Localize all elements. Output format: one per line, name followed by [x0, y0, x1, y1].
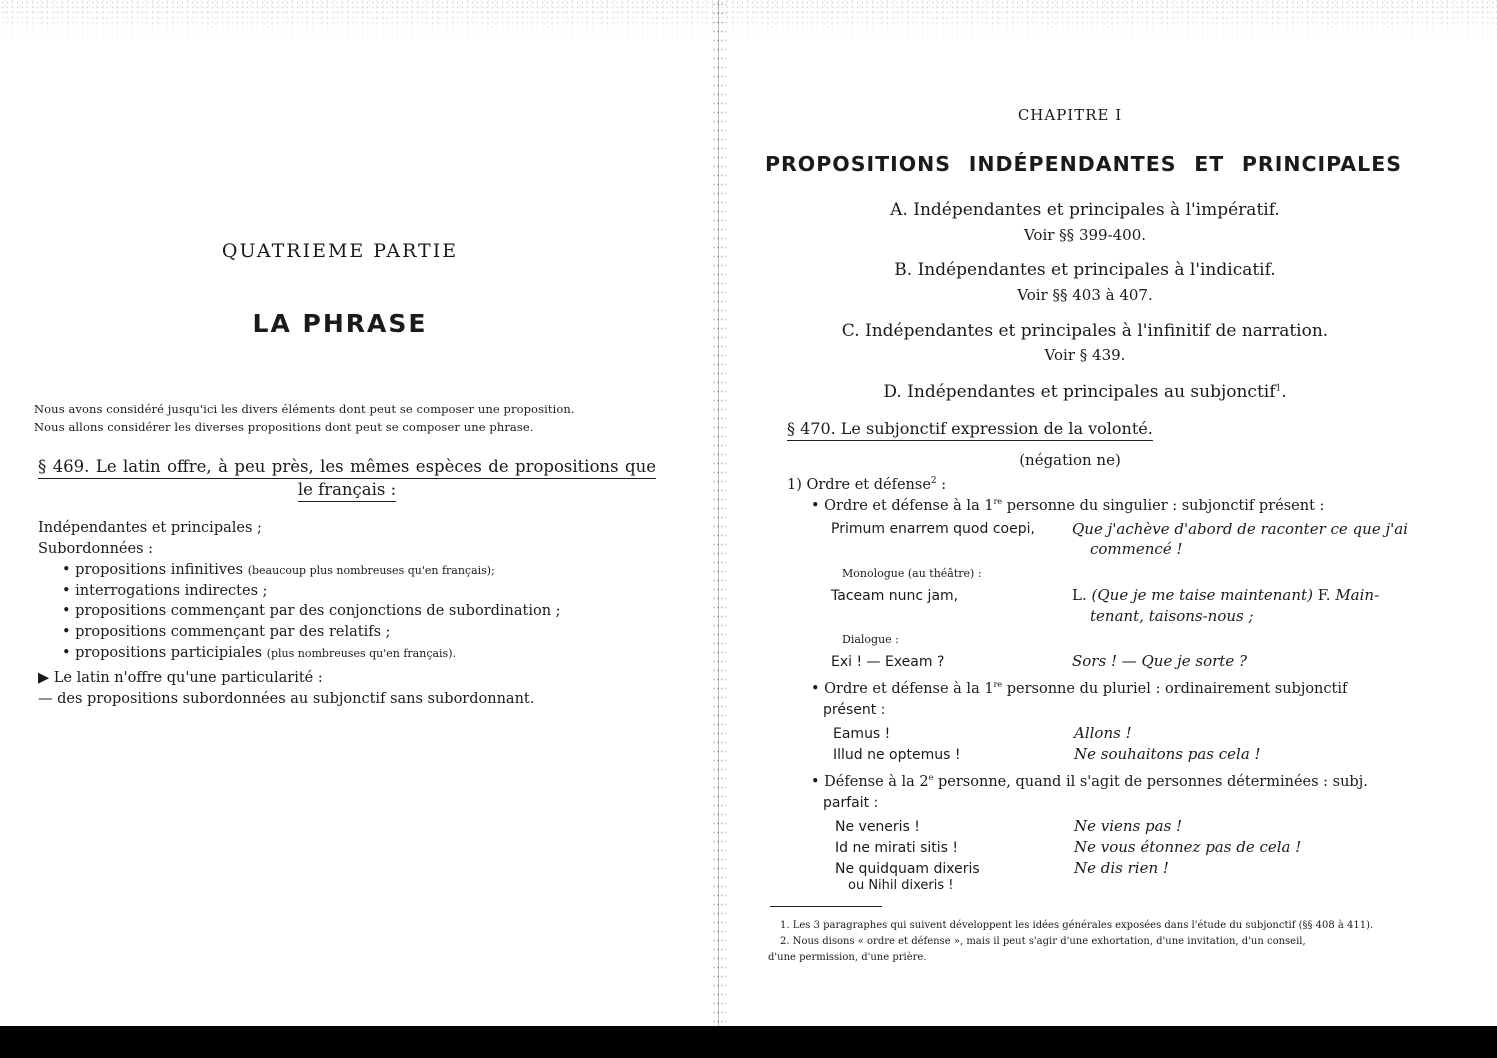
section-d-text: D. Indépendantes et principales au subjonctif [883, 382, 1276, 402]
bullet-item [62, 645, 456, 661]
type-subordonnees: Subordonnées : [38, 541, 154, 557]
bullet-pluriel-rest: personne du pluriel : ordinairement subjonctif [1002, 680, 1348, 697]
latin-example: Id ne mirati sitis ! [835, 840, 959, 856]
latin-example: Eamus ! [833, 726, 891, 742]
ordre-heading [787, 476, 946, 493]
section-b-ref: Voir §§ 403 à 407. [1017, 286, 1153, 304]
latin-example: Ne quidquam dixeris [835, 861, 980, 877]
ordre-suffix: : [936, 476, 947, 493]
literal-translation: (Que je me taise maintenant) [1091, 586, 1313, 604]
bullet-note: (plus nombreuses qu'en français). [266, 647, 456, 660]
french-translation: Ne vous étonnez pas de cela ! [1074, 838, 1302, 856]
monologue-label: Monologue (au théâtre) : [842, 567, 982, 580]
scan-bottom-edge [0, 1026, 1497, 1058]
paragraph-469 [38, 456, 656, 502]
french-translation-cont: tenant, taisons-nous ; [1090, 607, 1254, 625]
footnote-rule [770, 906, 882, 907]
part-title: QUATRIEME PARTIE [221, 240, 459, 262]
bullet-item [62, 624, 391, 640]
bullet-singulier-text: • Ordre et défense à la 1 [811, 497, 994, 514]
negation-note: (négation ne) [1019, 451, 1121, 469]
paragraph-469-line-1: § 469. Le latin offre, à peu près, les mêmes espèces de propositions que [38, 456, 656, 479]
footnote-ref-2: 2 [930, 476, 937, 486]
bullet-defense-line-2: parfait : [823, 795, 879, 811]
bullet-main: • interrogations indirectes ; [62, 583, 268, 599]
free-translation: Main- [1335, 586, 1380, 604]
bullet-pluriel-text: • Ordre et défense à la 1 [811, 680, 994, 697]
bullet-pluriel [811, 680, 1347, 697]
french-translation: Ne souhaitons pas cela ! [1074, 745, 1261, 763]
latin-example: Primum enarrem quod coepi, [831, 521, 1035, 537]
section-b-heading: B. Indépendantes et principales à l'indicatif. [894, 260, 1276, 280]
particularity-line: ▶ Le latin n'offre qu'une particularité : [38, 670, 323, 686]
bullet-main: • propositions infinitives [62, 562, 244, 578]
bullet-singulier-sup: re [993, 497, 1003, 506]
section-c-heading: C. Indépendantes et principales à l'infinitif de narration. [841, 321, 1329, 341]
chapter-label: CHAPITRE I [1017, 106, 1123, 124]
page-gutter [712, 0, 726, 1028]
paragraph-469-line-2: le français : [298, 479, 396, 502]
bullet-singulier [811, 497, 1324, 514]
page-title: LA PHRASE [252, 309, 428, 338]
chapter-title: PROPOSITIONS INDÉPENDANTES ET PRINCIPALES [765, 152, 1402, 176]
bullet-main: • propositions commençant par des conjonctions de subordination ; [62, 603, 561, 619]
french-translation: Ne viens pas ! [1074, 817, 1183, 835]
footnote-1: 1. Les 3 paragraphes qui suivent développent les idées générales exposées dans l'étude du subjonctif (§§ 408 à 411). [780, 920, 1374, 931]
bullet-main: • propositions participiales [62, 645, 263, 661]
section-a-ref: Voir §§ 399-400. [1023, 226, 1147, 244]
bullet-item [62, 562, 495, 578]
bullet-note: (beaucoup plus nombreuses qu'en français); [247, 564, 495, 577]
intro-line-2: Nous allons considérer les diverses propositions dont peut se composer une phrase. [34, 420, 534, 434]
french-translation-cont: commencé ! [1090, 540, 1183, 558]
gutter-line [718, 0, 719, 1028]
intro-line-1: Nous avons considéré jusqu'ici les divers éléments dont peut se composer une proposition. [34, 402, 575, 416]
section-a-heading: A. Indépendantes et principales à l'impératif. [890, 200, 1280, 220]
bullet-defense [811, 773, 1368, 790]
bullet-pluriel-sup: re [993, 680, 1003, 689]
latin-example: Taceam nunc jam, [831, 588, 959, 604]
bullet-defense-rest: personne, quand il s'agit de personnes déterminées : subj. [933, 773, 1368, 790]
latin-example: Exi ! — Exeam ? [831, 654, 945, 670]
latin-example: Illud ne optemus ! [833, 747, 961, 763]
literal-mark: L. [1072, 586, 1087, 604]
french-translation: Allons ! [1074, 724, 1132, 742]
bullet-item [62, 603, 561, 619]
footnote-2-cont: d'une permission, d'une prière. [768, 952, 927, 963]
bullet-defense-sup: e [928, 773, 934, 782]
bullet-main: • propositions commençant par des relatifs ; [62, 624, 391, 640]
section-c-ref: Voir § 439. [1044, 346, 1126, 364]
french-translation: Que j'achève d'abord de raconter ce que j'ai [1072, 520, 1408, 538]
latin-example: Ne veneris ! [835, 819, 920, 835]
free-mark: F. [1317, 586, 1331, 604]
french-translation: Sors ! — Que je sorte ? [1072, 652, 1248, 670]
paragraph-470: § 470. Le subjonctif expression de la volonté. [787, 419, 1153, 441]
bullet-pluriel-line-2: présent : [823, 702, 886, 718]
footnote-2: 2. Nous disons « ordre et défense », mais il peut s'agir d'une exhortation, d'une invitation, d'un conseil, [780, 936, 1306, 947]
dialogue-label: Dialogue : [842, 633, 899, 646]
latin-alternative: ou Nihil dixeris ! [848, 878, 954, 893]
bullet-item [62, 583, 268, 599]
section-d-heading: D. Indépendantes et principales au subjonctif$^1$. [883, 382, 1287, 402]
particularity-detail: — des propositions subordonnées au subjonctif sans subordonnant. [38, 691, 535, 707]
footnote-ref-1: 1 [1275, 383, 1282, 394]
bullet-singulier-rest: personne du singulier : subjonctif présent : [1002, 497, 1325, 514]
type-independantes: Indépendantes et principales ; [38, 520, 262, 536]
bullet-defense-text: • Défense à la 2 [811, 773, 929, 790]
ordre-text: 1) Ordre et défense [787, 476, 931, 493]
french-translation: Ne dis rien ! [1074, 859, 1169, 877]
french-translation [1072, 586, 1379, 604]
scan-noise [0, 0, 1497, 42]
